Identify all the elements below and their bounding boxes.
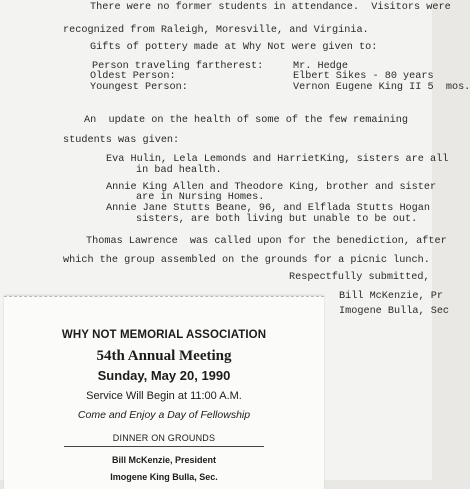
letter-line: Gifts of pottery made at Why Not were given to: <box>90 42 378 53</box>
card-president: Bill McKenzie, President <box>111 455 217 465</box>
gift-label: Person traveling fartherest: <box>92 61 264 72</box>
health-note: in bad health. <box>136 165 222 176</box>
letter-line: Thomas Lawrence was called upon for the benediction, after <box>86 236 447 247</box>
card-invitation: Come and Enjoy a Day of Fellowship <box>77 409 251 421</box>
health-note: Annie Jane Stutts Beane, 96, and Elflada Stutts Hogan <box>106 203 431 214</box>
card-meeting-title: 54th Annual Meeting <box>96 348 232 364</box>
card-org-name: WHY NOT MEMORIAL ASSOCIATION <box>61 329 267 341</box>
health-note: Annie King Allen and Theodore King, brother and sister <box>106 182 437 193</box>
health-note: are in Nursing Homes. <box>136 192 265 203</box>
card-secretary: Imogene King Bulla, Sec. <box>110 472 218 482</box>
signature-secretary: Imogene Bulla, Sec <box>339 306 450 317</box>
card-date: Sunday, May 20, 1990 <box>97 368 231 383</box>
gift-value: Vernon Eugene King II 5 mos. <box>293 82 470 93</box>
card-dinner-note: DINNER ON GROUNDS <box>112 433 216 443</box>
letter-line: students was given: <box>63 135 180 146</box>
gift-value: Mr. Hedge <box>293 61 349 72</box>
card-service-time: Service Will Begin at 11:00 A.M. <box>86 390 242 402</box>
closing-line: Respectfully submitted, <box>289 272 430 283</box>
letter-line: An update on the health of some of the few remaining <box>84 115 409 126</box>
gift-label: Oldest Person: <box>90 71 176 82</box>
letter-line: recognized from Raleigh, Moresville, and Virginia. <box>63 25 369 36</box>
meeting-announcement-card <box>4 296 324 489</box>
gift-label: Youngest Person: <box>90 82 188 93</box>
letter-line: There were no former students in attendance. Visitors were <box>90 2 451 13</box>
gift-value: Elbert Sikes - 80 years <box>293 71 434 82</box>
letter-line: which the group assembled on the grounds for a picnic lunch. <box>63 255 430 266</box>
signature-president: Bill McKenzie, Pr <box>339 291 443 302</box>
health-note: Eva Hulin, Lela Lemonds and HarrietKing, sisters are all <box>106 154 449 165</box>
health-note: sisters, are both living but unable to be out. <box>136 214 418 225</box>
card-divider <box>64 446 264 447</box>
